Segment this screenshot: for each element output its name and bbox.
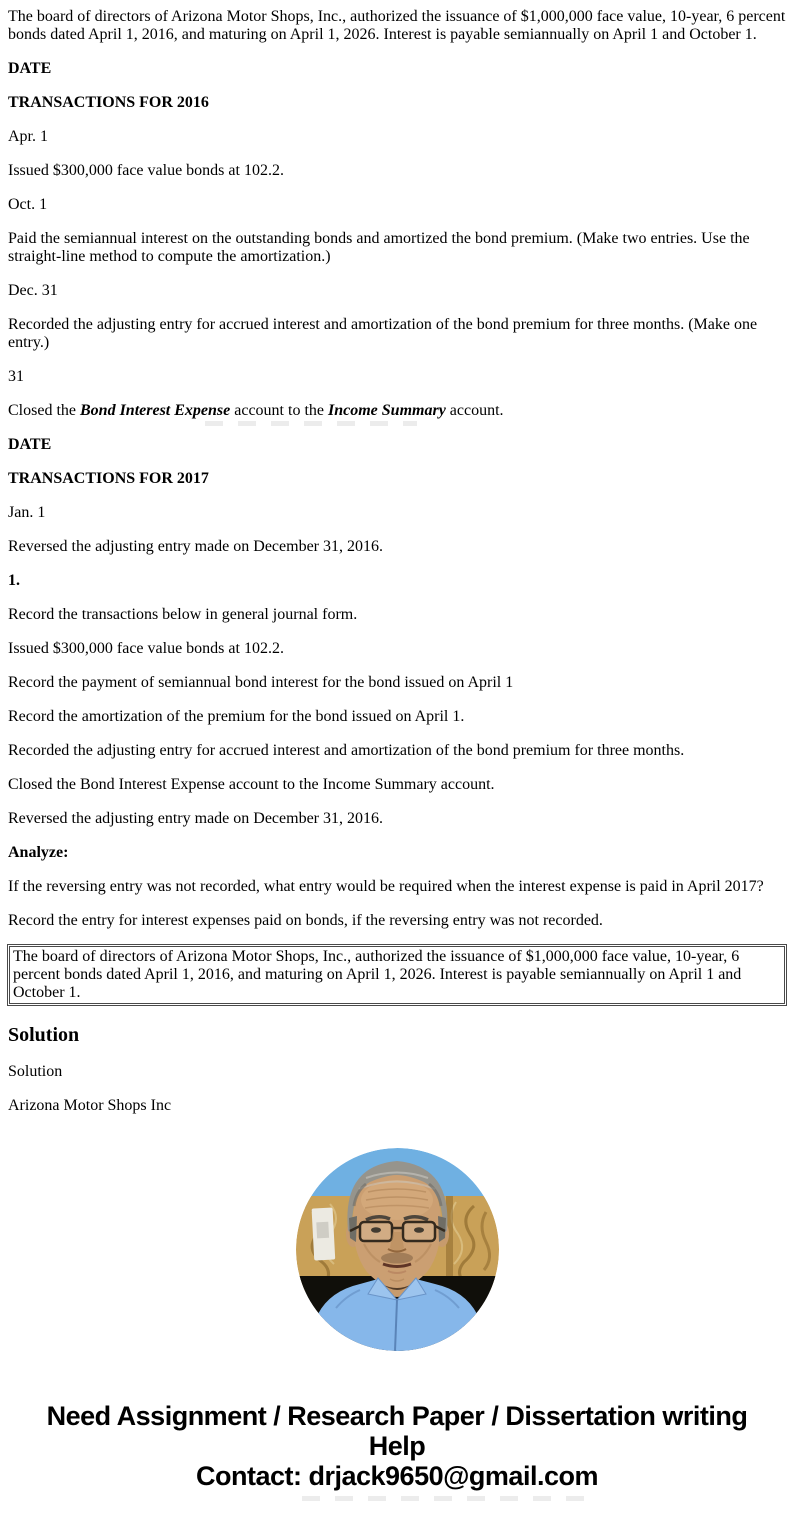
intro-paragraph: The board of directors of Arizona Motor Shops, Inc., authorized the issuance of $1,000,000 face value, 10-year, 6 percent bonds dated April 1, 2016, and maturing on April 1, 2026. Interest is payable semiannually on April 1 and October 1. xyxy=(8,8,786,43)
closed-entry-post: account. xyxy=(445,402,504,419)
mustache-stubble xyxy=(381,1253,413,1264)
analyze-label: Analyze: xyxy=(8,844,69,861)
footer-banner xyxy=(19,1401,775,1491)
transactions-2017-heading: TRANSACTIONS FOR 2017 xyxy=(8,470,209,487)
presenter-photo xyxy=(296,1148,499,1351)
date-label-2017: DATE xyxy=(8,436,52,453)
company-name: Arizona Motor Shops Inc xyxy=(8,1097,172,1114)
document-body xyxy=(8,8,786,1491)
faint-dash-artifact xyxy=(302,1496,590,1501)
faint-dash-artifact xyxy=(205,421,417,426)
solution-heading: Solution xyxy=(8,1024,80,1046)
entry-date: Apr. 1 xyxy=(8,128,48,145)
requirement-item: Record the payment of semiannual bond interest for the bond issued on April 1 xyxy=(8,674,514,691)
entry-date: Oct. 1 xyxy=(8,196,48,213)
entry-text: Paid the semiannual interest on the outstanding bonds and amortized the bond premium. (Make two entries. Use the straight-line method to compute the amortization.) xyxy=(8,230,750,265)
problem-note-box xyxy=(9,946,785,1004)
forehead-highlight xyxy=(361,1180,433,1220)
wall-switch-plate xyxy=(311,1208,335,1261)
analyze-item: Record the entry for interest expenses paid on bonds, if the reversing entry was not recorded. xyxy=(8,912,603,929)
requirement-item: Record the transactions below in general journal form. xyxy=(8,606,358,623)
solution-subheading: Solution xyxy=(8,1063,63,1080)
footer-contact-email: Contact: drjack9650@gmail.com xyxy=(196,1461,598,1491)
entry-date: Dec. 31 xyxy=(8,282,58,299)
note-text: The board of directors of Arizona Motor Shops, Inc., authorized the issuance of $1,000,000 face value, 10-year, 6 percent bonds dated April 1, 2016, and maturing on April 1, 2026. Interest is payable semiannually on April 1 and October 1. xyxy=(13,948,742,1001)
requirement-number: 1. xyxy=(8,572,20,589)
requirement-item: Issued $300,000 face value bonds at 102.2. xyxy=(8,640,284,657)
closed-entry-pre: Closed the xyxy=(8,402,80,419)
entry-date: 31 xyxy=(8,368,24,385)
requirement-item: Recorded the adjusting entry for accrued interest and amortization of the bond premium for three months. xyxy=(8,742,685,759)
requirement-item: Record the amortization of the premium for the bond issued on April 1. xyxy=(8,708,465,725)
presenter-photo-illustration xyxy=(296,1148,499,1351)
entry-text: Reversed the adjusting entry made on December 31, 2016. xyxy=(8,538,383,555)
footer-help-text: Need Assignment / Research Paper / Dissertation writing Help xyxy=(46,1401,748,1461)
entry-text: Recorded the adjusting entry for accrued interest and amortization of the bond premium for three months. (Make one entry.) xyxy=(8,316,758,351)
entry-text-closed xyxy=(8,402,786,420)
closed-entry-mid: account to the xyxy=(230,402,328,419)
requirement-item: Closed the Bond Interest Expense account to the Income Summary account. xyxy=(8,776,495,793)
transactions-2016-heading: TRANSACTIONS FOR 2016 xyxy=(8,94,209,111)
analyze-item: If the reversing entry was not recorded, what entry would be required when the interest expense is paid in April 2017? xyxy=(8,878,764,895)
requirement-item: Reversed the adjusting entry made on December 31, 2016. xyxy=(8,810,383,827)
entry-date: Jan. 1 xyxy=(8,504,46,521)
entry-text: Issued $300,000 face value bonds at 102.2. xyxy=(8,162,284,179)
date-label-2016: DATE xyxy=(8,60,52,77)
account-bond-interest-expense: Bond Interest Expense xyxy=(80,402,231,419)
account-income-summary: Income Summary xyxy=(328,402,446,419)
